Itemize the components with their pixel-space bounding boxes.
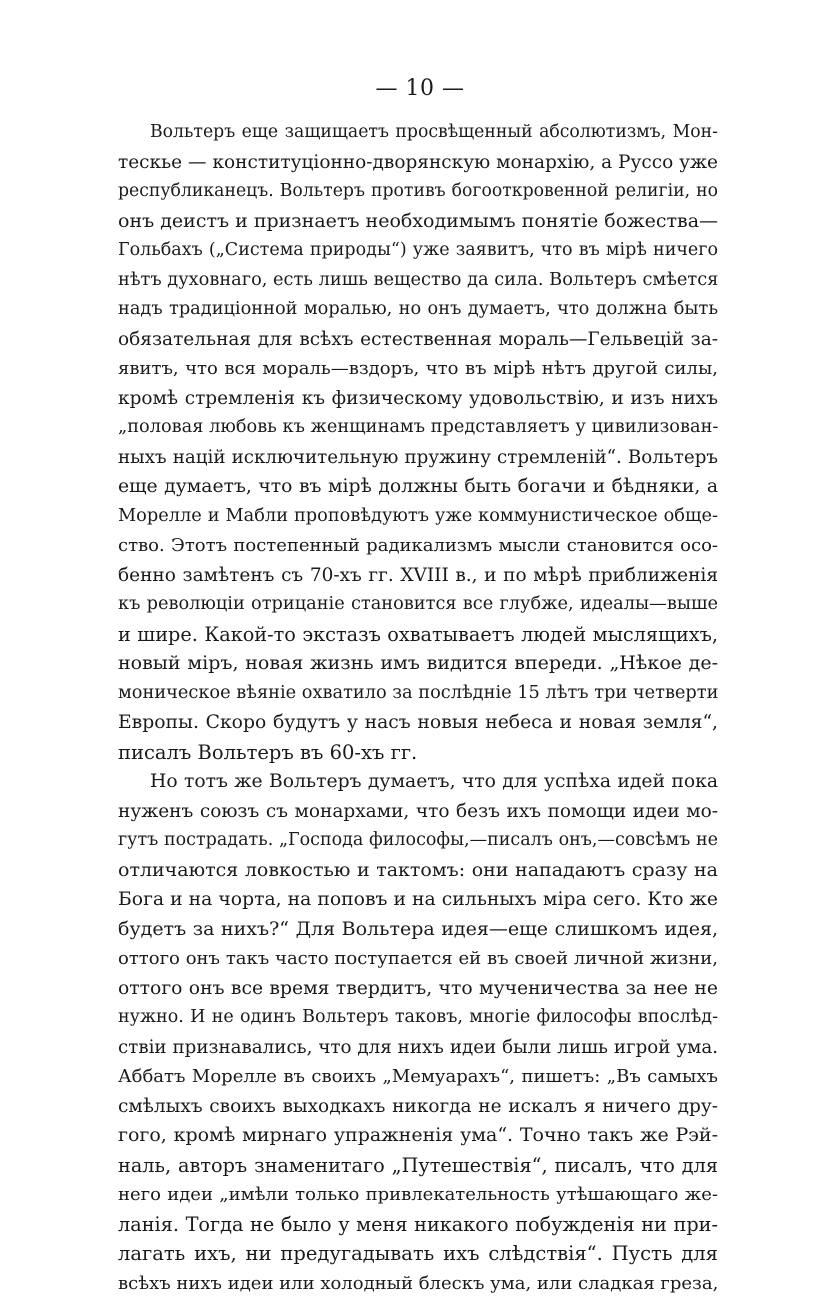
text-line: оттого онъ все время твердитъ, что мученичества за нее не: [118, 974, 718, 1004]
text-line: наль, авторъ знаменитаго „Путешествія“, писалъ, что для: [118, 1151, 718, 1181]
text-line: республиканецъ. Вольтеръ противъ богооткровенной религіи, но: [118, 177, 718, 207]
page-number: — 10 —: [0, 74, 840, 104]
text-line: кромѣ стремленія къ физическому удовольствію, и изъ нихъ: [118, 384, 718, 414]
text-line: Гольбахъ („Система природы“) уже заявитъ, что въ мірѣ ничего: [118, 236, 718, 266]
text-line: нуженъ союзъ съ монархами, что безъ ихъ помощи идеи мо-: [118, 797, 718, 827]
text-line: ныхъ націй исключительную пружину стремленій“. Вольтеръ: [118, 443, 718, 473]
text-line: Аббатъ Морелле въ своихъ „Мемуарахъ“, пишетъ: „Въ самыхъ: [118, 1062, 718, 1092]
text-line: Бога и на чорта, на поповъ и на сильныхъ міра сего. Кто же: [118, 885, 718, 915]
text-line: нужно. И не одинъ Вольтеръ таковъ, многіе философы впослѣд-: [118, 1003, 718, 1033]
text-line: ланія. Тогда не было у меня никакого побужденія ни при-: [118, 1210, 718, 1240]
text-line: смѣлыхъ своихъ выходкахъ никогда не искалъ я ничего дру-: [118, 1092, 718, 1122]
text-line: явитъ, что вся мораль—вздоръ, что въ мірѣ нѣтъ другой силы,: [118, 354, 718, 384]
text-line: ство. Этотъ постепенный радикализмъ мысли становится осо-: [118, 531, 718, 561]
text-line: будетъ за нихъ?“ Для Вольтера идея—еще слишкомъ идея,: [118, 915, 718, 945]
paragraph-2: [118, 767, 718, 1298]
text-line: писалъ Вольтеръ въ 60-хъ гг.: [118, 738, 718, 768]
text-line: надъ традиціонной моралью, но онъ думаетъ, что должна быть: [118, 295, 718, 325]
text-line: бенно замѣтенъ съ 70-хъ гг. XVIII в., и по мѣрѣ приближенія: [118, 561, 718, 591]
text-line: всѣхъ нихъ идеи или холодный блескъ ума, или сладкая греза,: [118, 1269, 718, 1298]
body-text: [118, 118, 718, 1298]
text-line: обязательная для всѣхъ естественная мораль—Гельвецій за-: [118, 325, 718, 355]
text-line: тескье — конституціонно-дворянскую монархію, а Руссо уже: [118, 148, 718, 178]
text-line: онъ деистъ и признаетъ необходимымъ понятіе божества—: [118, 207, 718, 237]
text-line: Европы. Скоро будутъ у насъ новыя небеса и новая земля“,: [118, 708, 718, 738]
text-line: моническое вѣяніе охватило за послѣдніе 15 лѣтъ три четверти: [118, 679, 718, 709]
text-line: гого, кромѣ мирнаго упражненія ума“. Точно такъ же Рэй-: [118, 1121, 718, 1151]
text-line: еще думаетъ, что въ мірѣ должны быть богачи и бѣдняки, а: [118, 472, 718, 502]
text-line: лагать ихъ, ни предугадывать ихъ слѣдствія“. Пусть для: [118, 1239, 718, 1269]
text-line: ствіи признавались, что для нихъ идеи были лишь игрой ума.: [118, 1033, 718, 1063]
text-line: Но тотъ же Вольтеръ думаетъ, что для успѣха идей пока: [118, 767, 718, 797]
text-line: новый міръ, новая жизнь имъ видится впереди. „Нѣкое де-: [118, 649, 718, 679]
text-line: нѣтъ духовнаго, есть лишь вещество да сила. Вольтеръ смѣется: [118, 266, 718, 296]
paragraph-1: [118, 118, 718, 767]
text-line: „половая любовь къ женщинамъ представляетъ у цивилизован-: [118, 413, 718, 443]
text-line: гутъ пострадать. „Господа философы,—писалъ онъ,—совсѣмъ не: [118, 826, 718, 856]
text-line: оттого онъ такъ часто поступается ей въ своей личной жизни,: [118, 944, 718, 974]
text-line: къ революціи отрицаніе становится все глубже, идеалы—выше: [118, 590, 718, 620]
text-line: Вольтеръ еще защищаетъ просвѣщенный абсолютизмъ, Мон-: [118, 118, 718, 148]
text-line: и шире. Какой-то экстазъ охватываетъ людей мыслящихъ,: [118, 620, 718, 650]
text-line: него идеи „имѣли только привлекательность утѣшающаго же-: [118, 1180, 718, 1210]
text-line: отличаются ловкостью и тактомъ: они нападаютъ сразу на: [118, 856, 718, 886]
text-line: Морелле и Мабли проповѣдуютъ уже коммунистическое обще-: [118, 502, 718, 532]
